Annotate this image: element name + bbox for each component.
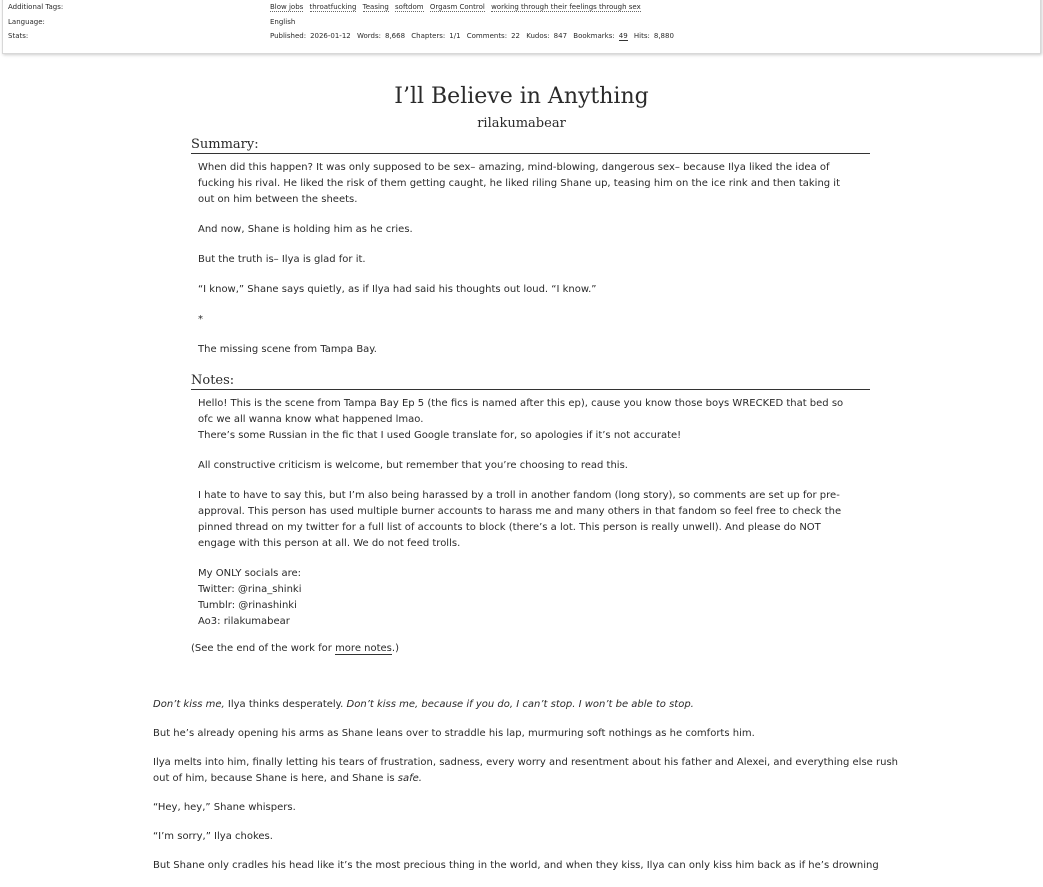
text-span: Ilya melts into him, finally letting his tears of frustration, sadness, every worry and resentment about his father and Alexei, and everything else rush out of him, because Shane is here, and Shane is — [153, 757, 898, 784]
bookmarks-link[interactable]: 49 — [618, 32, 628, 40]
more-notes-link[interactable]: more notes — [335, 643, 392, 654]
tumblr-handle: Tumblr: @rinashinki — [198, 600, 297, 611]
author-link[interactable]: rilakumabear — [477, 116, 566, 131]
summary-paragraph: * — [198, 314, 203, 325]
tag-link[interactable]: softdom — [395, 3, 424, 11]
end-notes-text: .) — [391, 643, 399, 654]
notes-paragraph: All constructive criticism is welcome, but remember that you’re choosing to read this. — [198, 460, 628, 471]
chapter-text — [153, 697, 913, 887]
notes-text — [198, 396, 858, 630]
end-notes-pointer — [191, 641, 399, 657]
language-label: Language: — [8, 18, 45, 26]
notes-heading: Notes: — [191, 373, 870, 390]
chapter-paragraph: But Shane only cradles his head like it’s the most precious thing in the world, and when they kiss, Ilya can only kiss him back as if he’s drowning — [153, 860, 879, 871]
tags-label: Additional Tags: — [8, 3, 64, 11]
summary-heading: Summary: — [191, 137, 870, 154]
tag-link[interactable]: Orgasm Control — [429, 3, 485, 11]
summary-paragraph: “I know,” Shane says quietly, as if Ilya had said his thoughts out loud. “I know.” — [198, 284, 597, 295]
summary-text — [198, 160, 858, 358]
notes-paragraph: I hate to have to say this, but I’m also being harassed by a troll in another fandom (long story), so comments are set up for pre-approval. This person has used multiple burner accounts to harass me and many others in that fandom so feel free to check the pinned thread on my twitter for a full list of accounts to block (there’s a lot. This person is really unwell). And please do NOT engage with this person at all. We do not feed trolls. — [198, 490, 842, 549]
work-title: I’ll Believe in Anything — [394, 84, 649, 109]
comments-value: 22 — [511, 32, 520, 40]
italic-text: safe. — [397, 773, 422, 784]
italic-text: Don’t kiss me, because if you do, I can’t stop. I won’t be able to stop. — [346, 699, 694, 710]
kudos-value: 847 — [553, 32, 568, 40]
work-meta — [2, 0, 1041, 54]
tag-link[interactable]: working through their feelings through sex — [491, 3, 641, 11]
published-label: Published: — [270, 32, 307, 40]
notes-paragraph — [198, 396, 858, 444]
chapters-label: Chapters: — [411, 32, 446, 40]
hits-value: 8,880 — [653, 32, 674, 40]
stats-label: Stats: — [8, 32, 29, 40]
italic-text: Don’t kiss me, — [153, 699, 225, 710]
tags-list — [270, 3, 645, 11]
ao3-handle: Ao3: rilakumabear — [198, 616, 290, 627]
published-value: 2026-01-12 — [310, 32, 351, 40]
comments-label: Comments: — [466, 32, 508, 40]
summary-paragraph: When did this happen? It was only supposed to be sex– amazing, mind-blowing, dangerous sex– because Ilya liked the idea of fucking his rival. He liked the risk of them getting caught, he liked riling Shane up, teasing him on the ice rink and then taking it out on him between the sheets. — [198, 162, 841, 205]
kudos-label: Kudos: — [526, 32, 550, 40]
stats-list — [270, 32, 678, 40]
end-notes-text: (See the end of the work for — [191, 643, 336, 654]
hits-label: Hits: — [633, 32, 650, 40]
stats-row — [3, 32, 1040, 44]
tag-link[interactable]: Blow jobs — [270, 3, 304, 11]
tags-row — [3, 3, 1040, 15]
chapter-paragraph: “I’m sorry,” Ilya chokes. — [153, 831, 273, 842]
text-span: Ilya thinks desperately. — [224, 699, 347, 710]
summary-paragraph: And now, Shane is holding him as he cries. — [198, 224, 413, 235]
language-row — [3, 18, 1040, 30]
chapter-paragraph: “Hey, hey,” Shane whispers. — [153, 802, 296, 813]
notes-line: Hello! This is the scene from Tampa Bay Ep 5 (the fics is named after this ep), cause you know those boys WRECKED that bed so ofc we all wanna know what happened lmao. — [198, 398, 844, 425]
socials-intro: My ONLY socials are: — [198, 568, 302, 579]
chapters-value: 1/1 — [449, 32, 461, 40]
socials-list — [198, 566, 858, 630]
chapter-paragraph: But he’s already opening his arms as Shane leans over to straddle his lap, murmuring soft nothings as he comforts him. — [153, 728, 755, 739]
notes-line: There’s some Russian in the fic that I used Google translate for, so apologies if it’s not accurate! — [198, 430, 682, 441]
chapter-paragraph — [153, 697, 913, 713]
summary-paragraph: The missing scene from Tampa Bay. — [198, 344, 377, 355]
summary-paragraph: But the truth is– Ilya is glad for it. — [198, 254, 366, 265]
words-value: 8,668 — [384, 32, 406, 40]
language-value: English — [270, 18, 296, 26]
tag-link[interactable]: Teasing — [362, 3, 389, 11]
chapter-paragraph — [153, 755, 913, 787]
tag-link[interactable]: throatfucking — [309, 3, 357, 11]
bookmarks-label: Bookmarks: — [573, 32, 615, 40]
twitter-handle: Twitter: @rina_shinki — [198, 584, 302, 595]
words-label: Words: — [356, 32, 381, 40]
